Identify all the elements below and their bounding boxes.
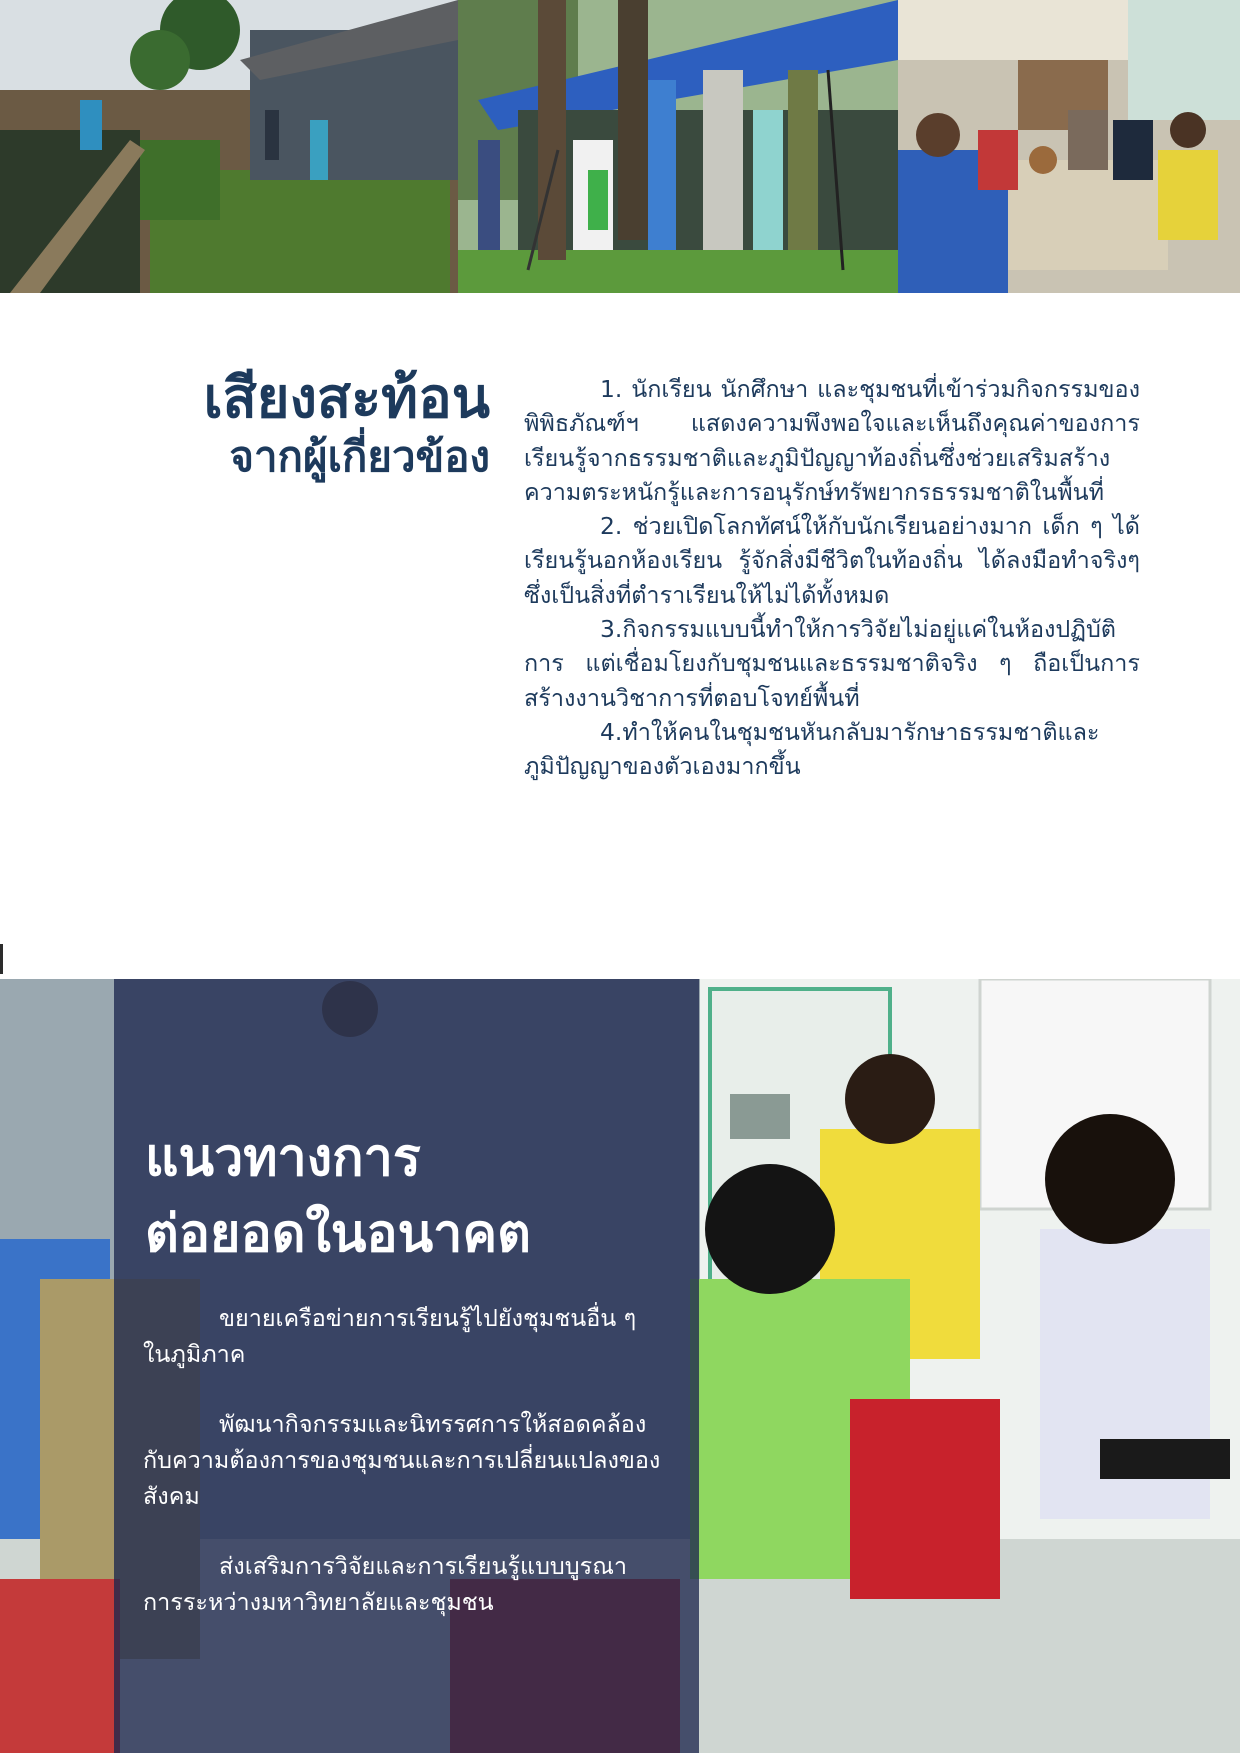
future-title-line-2: ต่อยอดในอนาคต (145, 1204, 531, 1264)
feedback-list (524, 372, 1140, 784)
future-section-title (145, 1120, 685, 1272)
feedback-item: 1. นักเรียน นักศึกษา และชุมชนที่เข้าร่วมกิจกรรมของพิพิธภัณฑ์ฯ แสดงความพึงพอใจและเห็นถึงคุณค่าของการเรียนรู้จากธรรมชาติและภูมิปัญญาท้องถิ่นซึ่งช่วยเสริมสร้างความตระหนักรู้และการอนุรักษ์ทรัพยากรธรรมชาติในพื้นที่ (524, 375, 1140, 506)
feedback-item: 3.กิจกรรมแบบนี้ทำให้การวิจัยไม่อยู่แค่ในห้องปฏิบัติการ แต่เชื่อมโยงกับชุมชนและธรรมชาติจริง ๆ ถือเป็นการสร้างงานวิชาการที่ตอบโจทย์พื้นที่ (524, 615, 1140, 712)
feedback-item: 2. ช่วยเปิดโลกทัศน์ให้กับนักเรียนอย่างมาก เด็ก ๆ ได้เรียนรู้นอกห้องเรียน รู้จักสิ่งมีชีวิตในท้องถิ่น ได้ลงมือทำจริงๆ ซึ่งเป็นสิ่งที่ตำราเรียนให้ไม่ได้ทั้งหมด (524, 512, 1140, 609)
future-title-line-1: แนวทางการ (145, 1128, 421, 1188)
feedback-title-line-1: เสียงสะท้อน (203, 366, 490, 431)
classroom-meeting-photo (898, 0, 1240, 293)
page-edge-mark (0, 944, 3, 974)
future-item: ขยายเครือข่ายการเรียนรู้ไปยังชุมชนอื่น ๆ ในภูมิภาค (143, 1304, 637, 1368)
feedback-item: 4.ทำให้คนในชุมชนหันกลับมารักษาธรรมชาติและภูมิปัญญาของตัวเองมากขึ้น (524, 717, 1100, 781)
birdwatching-group-photo (458, 0, 898, 293)
future-item: พัฒนากิจกรรมและนิทรรศการให้สอดคล้องกับความต้องการของชุมชนและการเปลี่ยนแปลงของสังคม (143, 1410, 661, 1510)
feedback-title-line-2: จากผู้เกี่ยวข้อง (229, 431, 490, 481)
community-garden-photo (0, 0, 458, 293)
future-directions-list (143, 1300, 663, 1654)
feedback-section-title (70, 366, 490, 481)
top-photo-strip (0, 0, 1240, 293)
future-item: ส่งเสริมการวิจัยและการเรียนรู้แบบบูรณาการระหว่างมหาวิทยาลัยและชุมชน (143, 1552, 628, 1616)
